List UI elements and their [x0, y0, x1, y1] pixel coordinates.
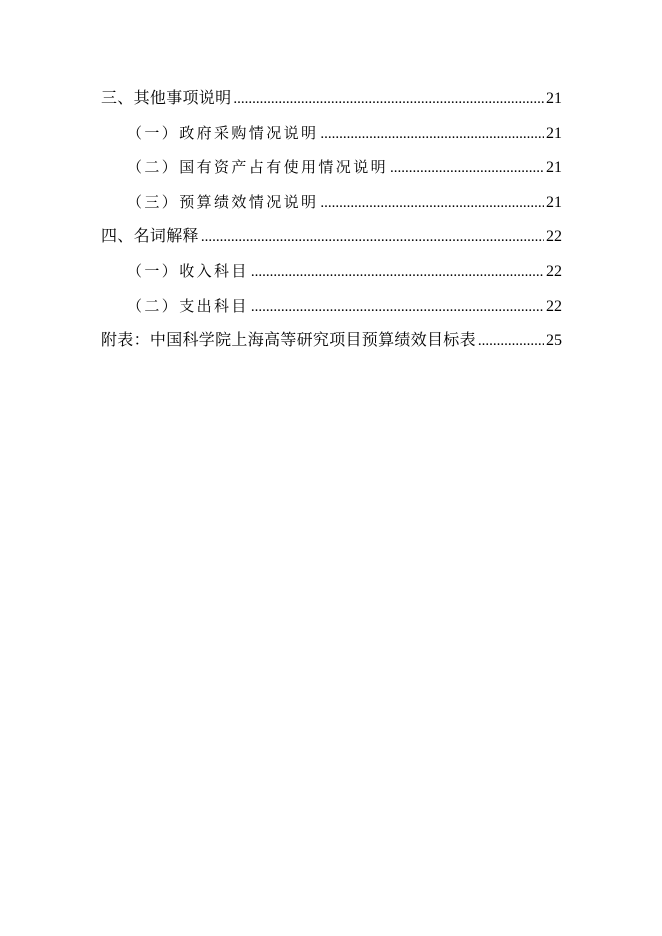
toc-entry-page: 21: [546, 159, 562, 177]
table-of-contents: [101, 84, 562, 361]
toc-entry-title: （一）政府采购情况说明: [127, 123, 319, 142]
toc-entry-page: 22: [546, 228, 562, 246]
toc-entry-title: （一）收入科目: [127, 261, 249, 280]
toc-entry-page: 21: [546, 90, 562, 107]
toc-entry-title: （三）预算绩效情况说明: [127, 192, 319, 211]
toc-entry[interactable]: [101, 222, 562, 257]
toc-entry-page: 21: [546, 124, 562, 142]
toc-dot-leader: [478, 327, 544, 355]
toc-dot-leader: [390, 154, 544, 182]
toc-entry-title: 附表：中国科学院上海高等研究项目预算绩效目标表: [101, 330, 476, 350]
toc-entry[interactable]: [101, 326, 562, 361]
toc-dot-leader: [233, 85, 544, 113]
toc-entry-title: （二）支出科目: [127, 296, 249, 315]
toc-entry-page: 21: [546, 193, 562, 211]
toc-entry-page: 22: [546, 297, 562, 315]
toc-dot-leader: [201, 223, 544, 251]
toc-entry-title: 三、其他事项说明: [101, 88, 232, 107]
toc-entry-title: 四、名词解释: [101, 226, 199, 246]
toc-dot-leader: [320, 120, 544, 148]
toc-entry[interactable]: [101, 84, 562, 119]
toc-entry[interactable]: [101, 292, 562, 327]
toc-entry[interactable]: [101, 257, 562, 292]
toc-dot-leader: [251, 258, 544, 286]
toc-entry[interactable]: [101, 119, 562, 154]
toc-dot-leader: [251, 293, 544, 321]
toc-entry-page: 25: [546, 332, 562, 350]
toc-dot-leader: [320, 189, 544, 217]
toc-entry-page: 22: [546, 262, 562, 280]
toc-entry[interactable]: [101, 188, 562, 223]
toc-entry[interactable]: [101, 153, 562, 188]
toc-entry-title: （二）国有资产占有使用情况说明: [127, 158, 389, 177]
